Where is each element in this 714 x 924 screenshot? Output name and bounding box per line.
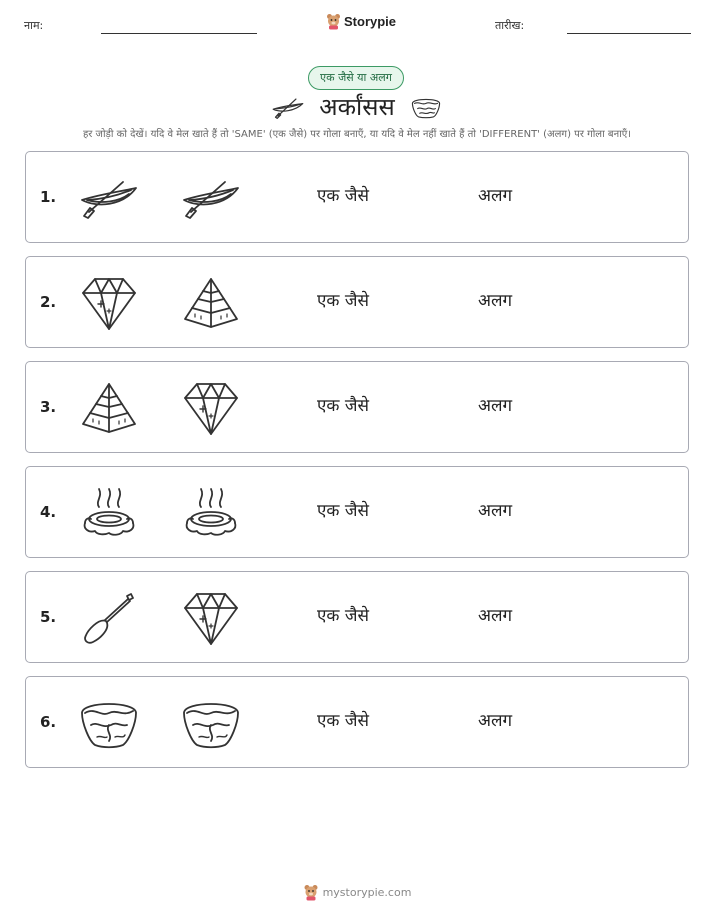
diamond-icon — [181, 380, 241, 436]
cave-icon — [409, 95, 443, 119]
diamond-icon — [181, 590, 241, 646]
name-label: नाम: — [24, 19, 44, 32]
footer-site: mystorypie.com — [322, 886, 412, 899]
name-line — [101, 33, 257, 34]
instructions: हर जोड़ी को देखें। यदि वे मेल खाते हैं तो 'SAME' (एक जैसे) पर गोला बनाएँ, या यदि वे मेल नहीं खाते हैं तो 'DIFFERENT' (अलग) पर गोला बनाएँ। — [82, 129, 632, 140]
footer — [0, 884, 714, 901]
different-option[interactable]: अलग — [478, 606, 513, 626]
same-option[interactable]: एक जैसे — [317, 186, 369, 206]
row-number: 4. — [40, 503, 57, 521]
exercise-row — [25, 361, 689, 453]
different-option[interactable]: अलग — [478, 501, 513, 521]
hot-spring-icon — [79, 485, 139, 541]
row-number: 5. — [40, 608, 57, 626]
canoe-icon — [181, 170, 241, 226]
date-label: तारीख: — [495, 19, 525, 32]
different-option[interactable]: अलग — [478, 186, 513, 206]
exercise-row — [25, 571, 689, 663]
bear-mascot-icon — [326, 13, 341, 30]
same-option[interactable]: एक जैसे — [317, 291, 369, 311]
exercise-list — [25, 151, 689, 781]
date-line — [567, 33, 691, 34]
bear-mascot-icon — [303, 884, 319, 901]
brand-name: Storypie — [344, 14, 397, 29]
canoe-icon — [79, 170, 139, 226]
exercise-row — [25, 466, 689, 558]
canoe-icon — [271, 95, 305, 119]
diamond-icon — [79, 275, 139, 331]
exercise-row — [25, 256, 689, 348]
row-number: 2. — [40, 293, 57, 311]
same-option[interactable]: एक जैसे — [317, 396, 369, 416]
brand-logo — [326, 13, 396, 30]
title-row — [0, 90, 714, 123]
cave-icon — [79, 695, 139, 751]
exercise-row — [25, 676, 689, 768]
row-number: 3. — [40, 398, 57, 416]
pyramid-icon — [79, 380, 139, 436]
exercise-row — [25, 151, 689, 243]
paddle-icon — [79, 590, 139, 646]
different-option[interactable]: अलग — [478, 396, 513, 416]
worksheet-type-badge: एक जैसे या अलग — [308, 66, 404, 90]
hot-spring-icon — [181, 485, 241, 541]
row-number: 1. — [40, 188, 57, 206]
different-option[interactable]: अलग — [478, 711, 513, 731]
pyramid-icon — [181, 275, 241, 331]
different-option[interactable]: अलग — [478, 291, 513, 311]
row-number: 6. — [40, 713, 57, 731]
cave-icon — [181, 695, 241, 751]
same-option[interactable]: एक जैसे — [317, 711, 369, 731]
same-option[interactable]: एक जैसे — [317, 501, 369, 521]
same-option[interactable]: एक जैसे — [317, 606, 369, 626]
worksheet-title: अर्कांसस — [319, 93, 395, 121]
